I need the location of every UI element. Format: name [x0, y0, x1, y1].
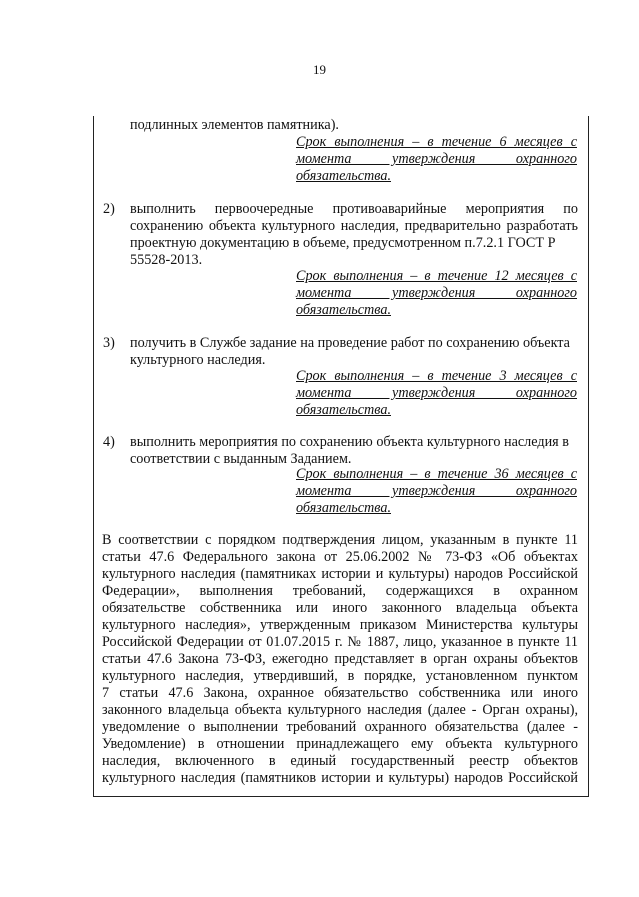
paragraph-line: обязательстве собственника или иного законного владельца объекта — [102, 600, 578, 616]
deadline-line: момента утверждения охранного — [296, 151, 577, 167]
item-text-line: соответствии с выданным Заданием. — [130, 451, 352, 467]
item-number: 4) — [103, 434, 115, 450]
item-text-line: выполнить первоочередные противоаварийные мероприятия по — [130, 201, 578, 217]
deadline-line: Срок выполнения – в течение 3 месяцев с — [296, 368, 577, 384]
deadline-line: обязательства. — [296, 402, 391, 418]
page-number: 19 — [313, 62, 326, 77]
paragraph-line: уведомление о выполнении требований охранного обязательства (далее - — [102, 719, 578, 735]
paragraph-line: Российской Федерации от 01.07.2015 г. № 1887, лицо, указанное в пункте 11 — [102, 634, 578, 650]
deadline-line: обязательства. — [296, 168, 391, 184]
paragraph-line: культурного наследия (памятников истории и культуры) народов Российской — [102, 770, 578, 786]
item-text-line: выполнить мероприятия по сохранению объекта культурного наследия в — [130, 434, 569, 450]
deadline-line: Срок выполнения – в течение 6 месяцев с — [296, 134, 577, 150]
paragraph-line: культурного наследия (памятниках истории и культуры) народов Российской — [102, 566, 578, 582]
item-text-line: 55528-2013. — [130, 252, 203, 268]
paragraph-line: культурного наследия, утвердивший, в порядке, установленном пунктом — [102, 668, 578, 684]
deadline-line: момента утверждения охранного — [296, 285, 577, 301]
deadline-line: Срок выполнения – в течение 36 месяцев с — [296, 466, 577, 482]
item-text-line: сохранению объекта культурного наследия, предварительно разработать — [130, 218, 578, 234]
deadline-line: Срок выполнения – в течение 12 месяцев с — [296, 268, 577, 284]
item-number: 2) — [103, 201, 115, 217]
continuation-line: подлинных элементов памятника). — [130, 117, 339, 133]
paragraph-line: законного владельца объекта культурного наследия (далее - Орган охраны), — [102, 702, 578, 718]
paragraph-line: В соответствии с порядком подтверждения лицом, указанным в пункте 11 — [102, 532, 578, 548]
paragraph-line: Уведомление) в отношении принадлежащего ему объекта культурного — [102, 736, 578, 752]
paragraph-line: статьи 47.6 Федерального закона от 25.06.2002 № 73-ФЗ «Об объектах — [102, 549, 578, 565]
item-text-line: получить в Службе задание на проведение работ по сохранению объекта — [130, 335, 570, 351]
deadline-line: обязательства. — [296, 302, 391, 318]
deadline-line: момента утверждения охранного — [296, 483, 577, 499]
paragraph-line: культурного наследия», утвержденным приказом Министерства культуры — [102, 617, 578, 633]
deadline-line: обязательства. — [296, 500, 391, 516]
paragraph-line: 7 статьи 47.6 Закона, охранное обязательство собственника или иного — [102, 685, 578, 701]
deadline-line: момента утверждения охранного — [296, 385, 577, 401]
paragraph-line: статьи 47.6 Закона 73-ФЗ, ежегодно представляет в орган охраны объектов — [102, 651, 578, 667]
paragraph-line: наследия, включенного в единый государственный реестр объектов — [102, 753, 578, 769]
item-text-line: проектную документацию в объеме, предусмотренном п.7.2.1 ГОСТ Р — [130, 235, 556, 251]
item-text-line: культурного наследия. — [130, 352, 266, 368]
paragraph-line: Федерации», выполнения требований, содержащихся в охранном — [102, 583, 578, 599]
item-number: 3) — [103, 335, 115, 351]
